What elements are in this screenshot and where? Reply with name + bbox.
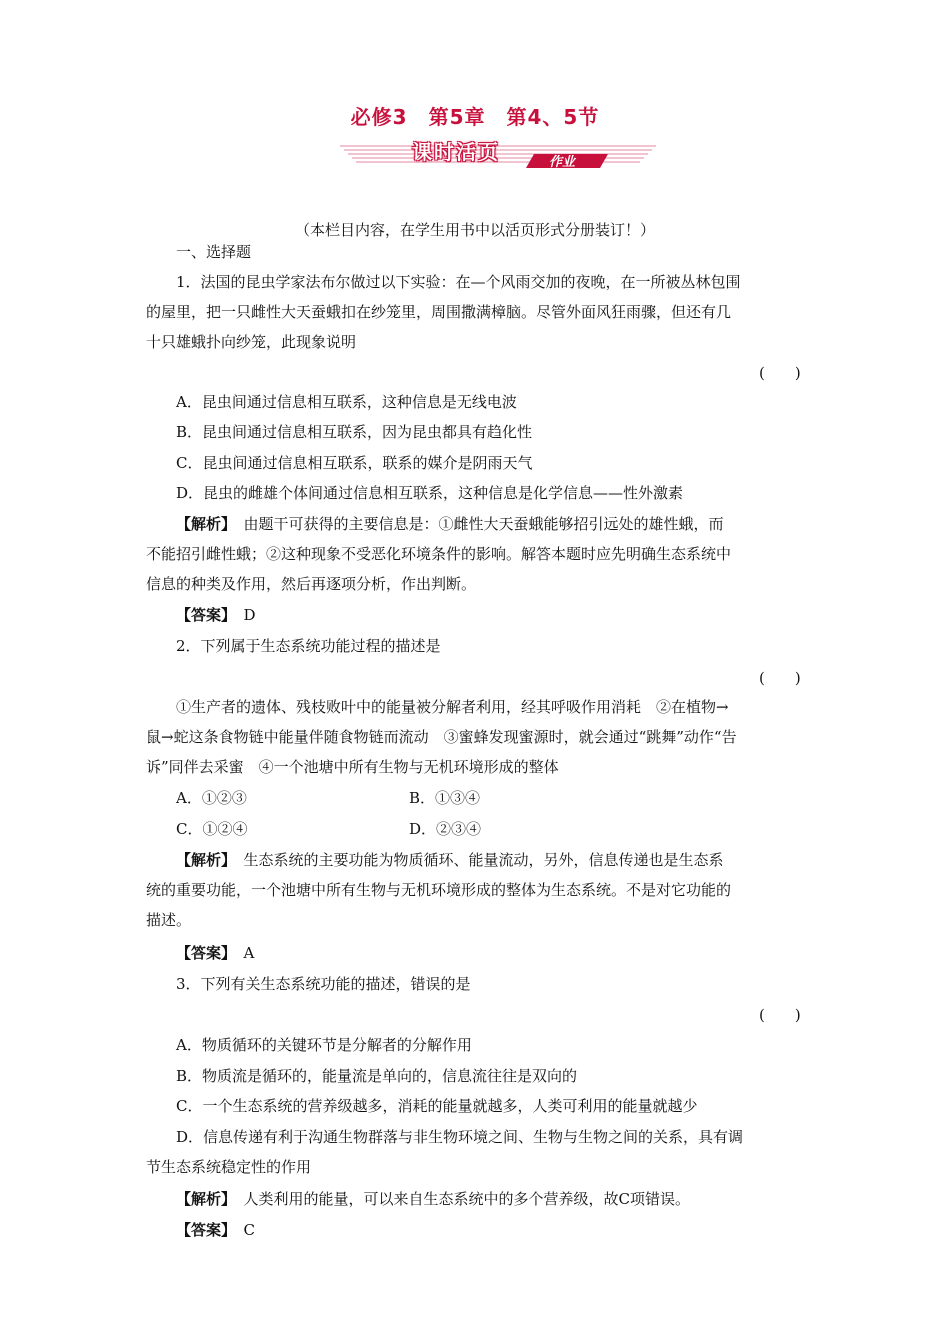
answer-label: 【答案】 [176, 606, 229, 624]
q3-option-c: C．一个生态系统的营养级越多，消耗的能量就越多，人类可利用的能量就越少 [176, 1097, 698, 1115]
banner-tag: 作业 [549, 155, 576, 170]
q2-analysis-line-1 [176, 850, 724, 870]
q1-option-b: B．昆虫间通过信息相互联系，因为昆虫都具有趋化性 [176, 423, 533, 441]
q3-option-a: A．物质循环的关键环节是分解者的分解作用 [176, 1036, 472, 1054]
analysis-label: 【解析】 [176, 851, 229, 869]
banner-title: 课时活页 [412, 140, 500, 164]
q3-analysis-line-1 [176, 1189, 690, 1209]
q1-stem-line-3: 十只雄蛾扑向纱笼，此现象说明 [146, 333, 357, 351]
q1-option-a: A．昆虫间通过信息相互联系，这种信息是无线电波 [176, 393, 517, 411]
q1-option-d: D．昆虫的雌雄个体间通过信息相互联系，这种信息是化学信息——性外激素 [176, 484, 684, 502]
analysis-text: 由题干可获得的主要信息是：①雌性大天蚕蛾能够招引远处的雄性蛾，而 [228, 515, 724, 533]
q2-analysis-line-3: 描述。 [146, 911, 192, 929]
q2-stem: 2．下列属于生态系统功能过程的描述是 [176, 637, 441, 655]
q2-answer-blank: ( ) [759, 669, 801, 687]
q2-option-c: C．①②④ [176, 820, 248, 838]
chapter-title: 必修3 第5章 第4、5节 [350, 105, 600, 129]
q2-body-line-3: 诉”同伴去采蜜 ④一个池塘中所有生物与无机环境形成的整体 [146, 758, 559, 776]
q3-stem: 3．下列有关生态系统功能的描述，错误的是 [176, 975, 471, 993]
q2-option-b: B．①③④ [409, 789, 481, 807]
q1-option-c: C．昆虫间通过信息相互联系，联系的媒介是阴雨天气 [176, 454, 533, 472]
q2-option-a: A．①②③ [176, 789, 247, 807]
q3-answer [176, 1220, 255, 1240]
q1-stem-line-1: 1．法国的昆虫学家法布尔做过以下实验：在—个风雨交加的夜晚，在一所被丛林包围 [176, 273, 741, 291]
section-title: 一、选择题 [176, 243, 252, 261]
q2-answer [176, 943, 254, 963]
analysis-text: 人类利用的能量，可以来自生态系统中的多个营养级，故C项错误。 [228, 1190, 690, 1208]
q3-answer-blank: ( ) [759, 1006, 801, 1024]
analysis-text: 生态系统的主要功能为物质循环、能量流动，另外，信息传递也是生态系 [228, 851, 724, 869]
q1-answer [176, 605, 256, 625]
q2-option-d: D．②③④ [409, 820, 482, 838]
answer-label: 【答案】 [176, 1221, 229, 1239]
q1-stem-line-2: 的屋里，把一只雌性大天蚕蛾扣在纱笼里，周围撒满樟脑。尽管外面风狂雨骤，但还有几 [146, 303, 732, 321]
q1-analysis-line-2: 不能招引雌性蛾；②这种现象不受恶化环境条件的影响。解答本题时应先明确生态系统中 [146, 545, 732, 563]
answer-label: 【答案】 [176, 944, 229, 962]
analysis-label: 【解析】 [176, 1190, 229, 1208]
binding-note: （本栏目内容，在学生用书中以活页形式分册装订！） [294, 221, 655, 239]
q3-option-d-line-2: 节生态系统稳定性的作用 [146, 1158, 312, 1176]
q3-option-d-line-1: D．信息传递有利于沟通生物群落与非生物环境之间、生物与生物之间的关系，具有调 [176, 1128, 744, 1146]
q2-body-line-2: 鼠→蛇这条食物链中能量伴随食物链而流动 ③蜜蜂发现蜜源时，就会通过“跳舞”动作“告 [146, 728, 737, 746]
answer-value: C [228, 1221, 255, 1239]
q2-analysis-line-2: 统的重要功能，一个池塘中所有生物与无机环境形成的整体为生态系统。不是对它功能的 [146, 881, 732, 899]
answer-value: A [228, 944, 255, 962]
homework-banner [338, 134, 658, 174]
q1-answer-blank: ( ) [759, 364, 801, 382]
q3-option-b: B．物质流是循环的，能量流是单向的，信息流往往是双向的 [176, 1067, 578, 1085]
q2-body-line-1: ①生产者的遗体、残枝败叶中的能量被分解者利用，经其呼吸作用消耗 ②在植物→ [176, 698, 729, 716]
analysis-label: 【解析】 [176, 515, 229, 533]
answer-value: D [228, 606, 256, 624]
q1-analysis-line-3: 信息的种类及作用，然后再逐项分析，作出判断。 [146, 575, 477, 593]
q1-analysis-line-1 [176, 514, 724, 534]
